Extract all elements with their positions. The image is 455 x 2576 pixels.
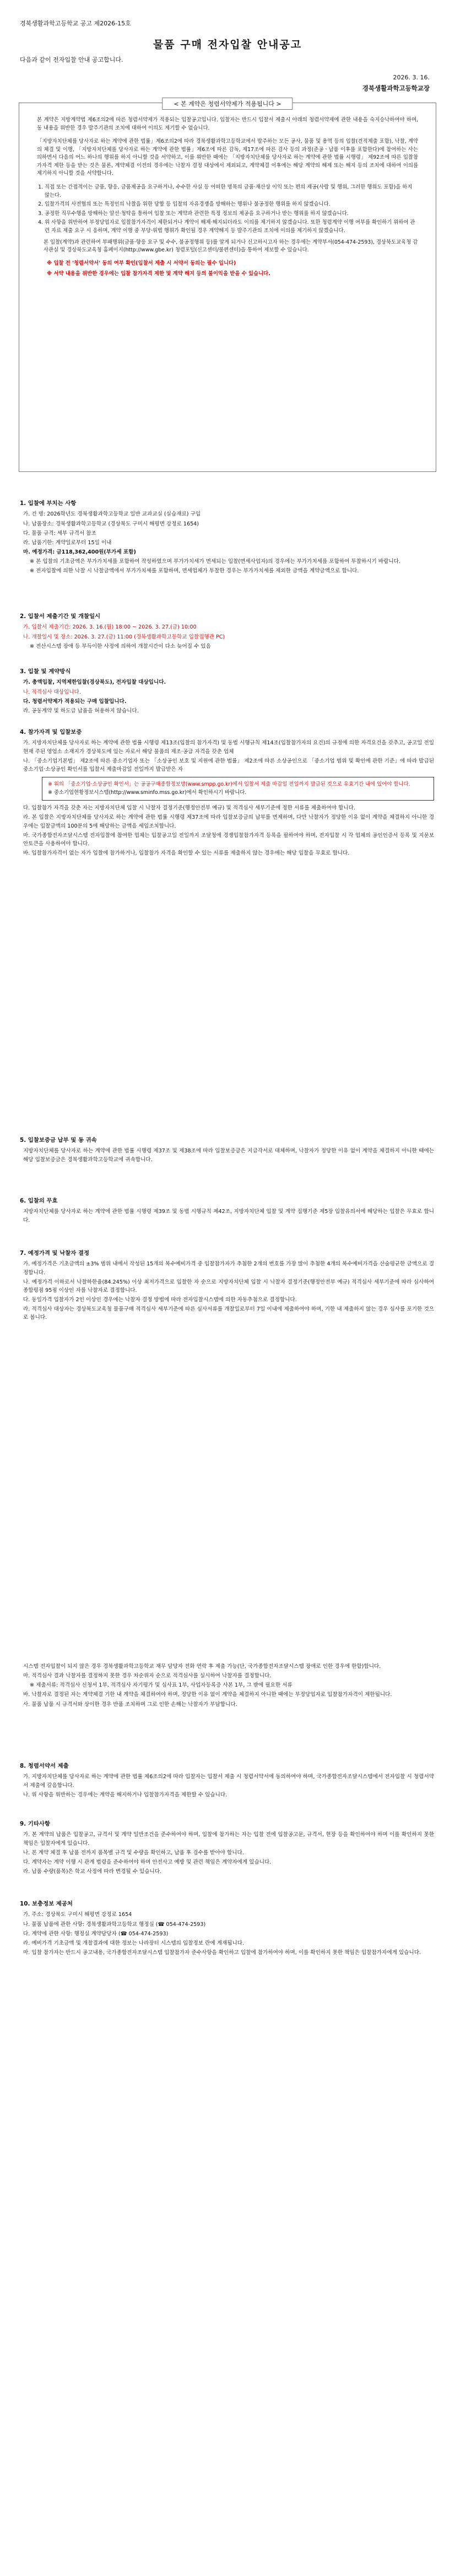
section-line: 라. 공동계약 및 하도급 납품을 허용하지 않습니다. <box>23 707 139 714</box>
page-title: 물품 구매 전자입찰 안내공고 <box>153 39 302 51</box>
integrity-item: 1. 직접 또는 간접적이는 금품, 향응, 금품제공을 요구하거나, 수수한 사실 등 어떠한 명목의 금품·재산상 이익 또는 편의 제공(사람 및 행위, 그러한 행위도 포함)을 하지 않는다. <box>45 184 418 200</box>
section-line: 다. 동일가격 입찰자가 2인 이상인 경우에는 낙찰자 결정 방법에 따라 전자입찰시스템에 의한 자동추첨으로 결정합니다. <box>23 1297 297 1303</box>
integrity-item: 3. 공정한 직무수행을 방해하는 알선·청탁을 통하여 입찰 또는 계약과 관련한 특정 정보의 제공을 요구하거나 받는 행위를 하지 않겠습니다. <box>45 210 418 218</box>
section-heading: 8. 청렴서약서 제출 <box>20 1763 69 1769</box>
integrity-box-title: < 본 계약은 청렴서약제가 적용됩니다 > <box>162 98 292 110</box>
section-3 <box>20 667 434 716</box>
notice-number: 경북생활과학고등학교 공고 제2026-15호 <box>20 20 131 27</box>
bid-period: 가. 입찰서 제출기간: 2026. 3. 16.(월) 18:00 ~ 2026. 3. 27.(금) 10:00 <box>23 624 197 631</box>
section-note: ※ 전자입찰에 의한 낙찰 시 낙찰금액에서 부가가치세를 포함하며, 면세업체가 투찰한 경우는 부가가치세를 제외한 금액을 계약금액으로 합니다. <box>30 568 359 575</box>
section-line: 나. 예정가격 이하로서 낙찰하한율(84.245%) 이상 최저가격으로 입찰한 자 순으로 지방자치단체 입찰 시 낙찰자 결정기준(행정안전부 예규) 적격심사 세부기준에 따라 심사하여 종합평점 95점 이상인 자를 낙찰자로 결정합니다. <box>23 1279 434 1294</box>
section-line: 나. 납품장소: 경북생활과학고등학교 (경상북도 구미시 해평면 강정로 1654) <box>23 520 199 527</box>
integrity-list <box>37 184 418 235</box>
section-1 <box>20 499 434 577</box>
section-heading: 2. 입찰서 제출기간 및 개찰일시 <box>20 613 101 620</box>
section-line: 나. 물품 납품에 관한 사항: 경북생활과학고등학교 행정실 (☎ 054-474-2593) <box>23 1921 206 1928</box>
section-4 <box>20 728 434 858</box>
pledge-warning: ※ 입찰 전 '청렴서약서' 동의 여부 확인(입찰서 제출 시 서약서 동의는 필수 입니다) <box>47 260 236 266</box>
section-line: 가. 주소: 경상북도 구미시 해평면 강정로 1654 <box>23 1912 132 1918</box>
section-text: 지방자치단체를 당사자로 하는 계약에 관한 법률 시행령 제37조 및 제38조에 따라 입찰보증금은 지급각서로 대체하며, 낙찰자가 정당한 이유 없이 계약을 체결하지 아니한 때에는 해당 입찰보증금은 경북생활과학고등학교에 귀속합니다. <box>23 1148 434 1163</box>
section-line: 마. 국가종합전자조달시스템 전자입찰에 참여한 업체는 입찰공고일 전일까지 조달청에 경쟁입찰참가자격 등록을 필하여야 하며, 전자입찰 시 각 업체의 공인인증서 등록 및 지문보안토큰을 사용하여야 합니다. <box>23 832 434 847</box>
section-line: 가. 예정가격은 기초금액의 ±3% 범위 내에서 작성된 15개의 복수예비가격 중 입찰참가자가 추첨한 2개의 번호를 가장 많이 추첨한 4개의 복수예비가격을 산술평균한 금액으로 결정합니다. <box>23 1261 434 1276</box>
section-line: 다. 물품 규격: 세부 규격서 참조 <box>23 530 96 536</box>
section-line: 시스템 전자입찰이 되지 않은 경우 경북생활과학고등학교 재무 담당자 전화 연락 후 제출 가능(단, 국가종합전자조달시스템 장애로 인한 경우에 한함)합니다. <box>23 1663 381 1670</box>
section-note: ※ 본 입찰의 기초금액은 부가가치세를 포함하여 작성하였으며 부가가치세가 면세되는 입찰(면세사업자)의 경우에는 부가가치세를 포함하여 투찰하시기 바랍니다. <box>30 559 400 565</box>
section-line: 바. 낙찰자로 결정된 자는 계약체결 기한 내 계약을 체결하여야 하며, 정당한 이유 없이 계약을 체결하지 아니한 때에는 부정당업자로 입찰참가자격이 제한됩니다. <box>23 1692 392 1698</box>
section-heading: 7. 예정가격 및 낙찰자 결정 <box>20 1250 90 1257</box>
section-line: 나. 위 사항을 위반하는 경우에는 계약을 해지하거나 입찰참가자격을 제한할 수 있습니다. <box>23 1791 228 1798</box>
section-note: ※ 제출서류: 적격심사 신청서 1부, 적격심사 자기평가 및 심사표 1부, 사업자등록증 사본 1부, 그 밖에 필요한 서류 <box>30 1682 292 1689</box>
section-line: 다. 계약자는 계약 이행 시 관계 법령을 준수하여야 하며 안전사고 예방 및 관련 책임은 계약자에게 있습니다. <box>23 1859 272 1865</box>
integrity-paragraph-1: 본 계약은 지방계약법 제6조의2에 따른 청렴서약제가 적용되는 입찰공고입니다. 입찰자는 반드시 입찰서 제출시 아래의 청렴서약제에 관한 내용을 숙지승낙하여야 하며, 동 내용을 위반한 경우 발주기관의 조치에 대하여 이의도 제기할 수 없습니다. <box>37 117 418 131</box>
section-2 <box>20 612 434 652</box>
intro-text: 다음과 같이 전자입찰 안내 공고합니다. <box>20 56 123 63</box>
section-line: 라. 본 입찰은 지방자치단체를 당사자로 하는 계약에 관한 법률 시행령 제37조에 따라 입찰보증금의 납부를 면제하며, 다만 낙찰자가 정당한 이유 없이 계약을 체결하지 아니한 경우에는 입찰금액의 100분의 5에 해당하는 금액을 세입조치합니다. <box>23 814 434 829</box>
section-heading: 6. 입찰의 무효 <box>20 1198 58 1204</box>
section-line: 가. 건 명: 2026학년도 경북생활과학고등학교 일반 교과교실 (실습재료) 구입 <box>23 511 201 518</box>
section-note: ※ 전산시스템 장애 등 부득이한 사정에 의하여 개찰시간이 다소 늦어질 수 있음 <box>30 643 211 650</box>
section-9 <box>20 1820 434 1877</box>
section-heading: 4. 참가자격 및 입찰보증 <box>20 729 82 736</box>
section-line: 가. 본 계약의 납품은 입찰공고, 규격서 및 계약 일반조건을 준수하여야 하며, 입찰에 참가하는 자는 입찰 전에 입찰공고문, 규격서, 현장 등을 확인하여야 하며 이를 확인하지 못한 책임은 입찰자에게 있습니다. <box>23 1832 434 1847</box>
integrity-item: 2. 입찰가격의 사전협의 또는 특정인의 낙찰을 위한 담합 등 입찰의 자유경쟁을 방해하는 행위나 불공정한 행위를 하지 않겠습니다. <box>45 201 418 209</box>
section-line: 다. 계약에 관한 사항: 행정실 계약담당자 (☎ 054-474-2593) <box>23 1930 169 1937</box>
section-line: 라. 납품 수량(품목)은 학교 사정에 따라 변경될 수 있습니다. <box>23 1869 162 1875</box>
section-5 <box>20 1136 434 1165</box>
section-line: 마. 입찰 참가자는 반드시 공고내용, 국가종합전자조달시스템 입찰참가자 준수사항을 확인하고 입찰에 참가하여야 하며, 이를 확인하지 못한 책임은 입찰참가자에게 있습니다. <box>23 1950 421 1956</box>
section-7 <box>20 1249 434 1323</box>
section-heading: 1. 입찰에 부치는 사항 <box>20 500 77 507</box>
section-line: 나. 본 계약 체결 후 납품 전까지 품목별 규격 및 수량을 확인하고, 납품 후 검수를 받아야 합니다. <box>23 1849 244 1856</box>
section-line: 라. 납품기한: 계약일로부터 15일 이내 <box>23 539 112 546</box>
opening-datetime: 나. 개찰일시 및 장소: 2026. 3. 27.(금) 11:00 (경북생활과학고등학교 입찰집행관 PC) <box>23 634 225 640</box>
notice-date: 2026. 3. 16. <box>393 74 430 81</box>
integrity-item: 4. 위 사항을 위반하여 부정당업자로 입찰참가자격이 제한되거나 계약이 해제·해지되더라도 이의를 제기하지 않겠습니다. 또한 청렴계약 이행 여부를 확인하기 위하여 관련 자료 제출 요구 시 응하며, 계약 이행 중 부당·위법 행위가 확인될 경우 계약해지 등 발주기관의 조치에 이의를 제기하지 않겠습니다. <box>45 219 418 235</box>
section-line: 다. 청렴서약제가 적용되는 구매 입찰입니다. <box>23 698 127 705</box>
integrity-pledge-box <box>19 100 436 472</box>
note-line: ※ 중소기업현황정보시스템(http://www.sminfo.mss.go.kr)에서 확인하시기 바랍니다. <box>48 789 247 796</box>
section-line: 다. 입찰참가 자격을 갖춘 자는 지방자치단체 입찰 시 낙찰자 결정기준(행정안전부 예규) 및 적격심사 세부기준에 정한 서류를 제출하여야 합니다. <box>23 805 355 812</box>
section-line: 마. 적격심사 결과 낙찰자를 결정하지 못한 경우 차순위자 순으로 적격심사를 실시하여 낙찰자를 결정합니다. <box>23 1673 272 1679</box>
section-line: 마. 예정가격: 금118,362,400원(부가세 포함) <box>23 549 136 556</box>
section-text: 지방자치단체를 당사자로 하는 계약에 관한 법률 시행령 제39조 및 동법 시행규칙 제42조, 지방자치단체 입찰 및 계약 집행기준 제5장 입찰유의서에 해당하는 입찰은 무효로 합니다. <box>23 1209 434 1223</box>
section-line: 사. 물품 납품 시 규격서와 상이한 경우 반품 조치하며 그로 인한 손해는 낙찰자가 부담합니다. <box>23 1701 237 1708</box>
section-heading: 9. 기타사항 <box>20 1821 50 1827</box>
section-10 <box>20 1899 434 1958</box>
issuing-org: 경북생활과학고등학교장 <box>362 84 430 92</box>
section-heading: 10. 보충정보 제공처 <box>20 1901 73 1907</box>
section-8 <box>20 1762 434 1800</box>
section-line: 가. 지방자치단체를 당사자로 하는 계약에 관한 법률 제6조의2에 따라 입찰자는 입찰서 제출 시 청렴서약서에 동의하여야 하며, 국가종합전자조달시스템에서 전자입찰 시 청렴서약서 제출에 갈음합니다. <box>23 1774 434 1789</box>
section-line: 나. 적격심사 대상입니다. <box>23 689 81 695</box>
section-7-continued <box>20 1662 434 1710</box>
section-line: 바. 입찰참가자격이 없는 자가 입찰에 참가하거나, 입찰참가 자격을 확인할 수 있는 서류를 제출하지 않는 경우에는 해당 입찰을 무효로 합니다. <box>23 850 350 856</box>
section-line: 나. 「중소기업기본법」 제2조에 따른 중소기업자 또는 「소상공인 보호 및 지원에 관한 법률」 제2조에 따른 소상공인으로 「중소기업 범위 및 확인에 관한 기준」에 따라 발급된 중소기업·소상공인 확인서를 입찰서 제출마감일 전일까지 발급받은 자 <box>23 758 434 772</box>
certificate-note-box <box>42 777 434 801</box>
pledge-warning: ※ 서약 내용을 위반한 경우에는 입찰 참가자격 제한 및 계약 해지 등의 불이익을 받을 수 있습니다. <box>47 270 270 277</box>
section-line: 가. 총액입찰, 지역제한입찰(경상북도), 전자입찰 대상입니다. <box>23 679 166 686</box>
section-line: 라. 예비가격 기초금액 및 개찰결과에 대한 정보는 나라장터 시스템의 입찰정보 란에 게재됩니다. <box>23 1940 245 1946</box>
report-contact-note: 본 입찰(계약)과 관련하여 부패행위(금품·향응 요구 및 수수, 불공정행위 등)를 알게 되거나 신고하시고자 하는 경우에는 계약부서(054-474-2593), 경상북도교육청 감사관실 및 경상북도교육청 홈페이지(http://www.gbe.kr) 청렴포털(신고센터/불편센터)을 통하여 제보할 수 있습니다. <box>44 239 418 254</box>
section-heading: 5. 입찰보증금 납부 및 동 귀속 <box>20 1137 97 1144</box>
section-6 <box>20 1196 434 1226</box>
section-line: 라. 적격심사 대상자는 경상북도교육청 물품구매 적격심사 세부기준에 따른 심사서류를 개찰일로부터 7일 이내에 제출하여야 하며, 기한 내 제출하지 않는 경우 심사를 포기한 것으로 봅니다. <box>23 1306 434 1321</box>
note-line: ※ 위의 「중소기업·소상공인 확인서」는 공공구매종합정보망(www.smpp.go.kr)에서 입찰서 제출 마감일 전일까지 발급된 것으로 유효기간 내에 있어야 합니다. <box>48 781 410 788</box>
integrity-paragraph-2: 「지방자치단체를 당사자로 하는 계약에 관한 법률」제6조의2에 따라 경북생활과학고등학교에서 발주하는 모든 공사, 물품 및 용역 등의 입찰(견적제출 포함), 낙찰, 계약의 체결 및 이행, 「지방자치단체를 당사자로 하는 계약에 관한 법률」제6조에 따른 감독, 제17조에 따른 검사 등의 과정(준공ㆍ납품 이후를 포함한다)에 참여하는 사는 의하면서 다음의 어느 하나의 행위를 하지 아니할 것을 서약하고, 이를 위반한 때에는 「지방자치단체를 당사자로 하는 계약에 관한 법률 시행령」 제92조에 따른 입찰참가자격 제한 등을 받는 것은 물론, 계약체결 이전의 경우에는 낙찰자 결정 대상에서 제외되고, 계약체결 이후에는 해당 계약의 해제 또는 해지 등의 조치에 대하여 이의를 제기하지 아니할 것을 서약합니다. <box>37 138 418 177</box>
section-heading: 3. 입찰 및 계약방식 <box>20 668 71 675</box>
section-line: 가. 지방자치단체를 당사자로 하는 계약에 관한 법률 시행령 제13조(입찰의 참가자격) 및 동법 시행규칙 제14조(입찰참가자의 요건)의 규정에 의한 자격요건을 갖추고, 공고일 전일 현재 주된 영업소 소재지가 경상북도에 있는 자로서 해당 물품의 제조·공급 자격을 갖춘 업체 <box>23 740 434 755</box>
